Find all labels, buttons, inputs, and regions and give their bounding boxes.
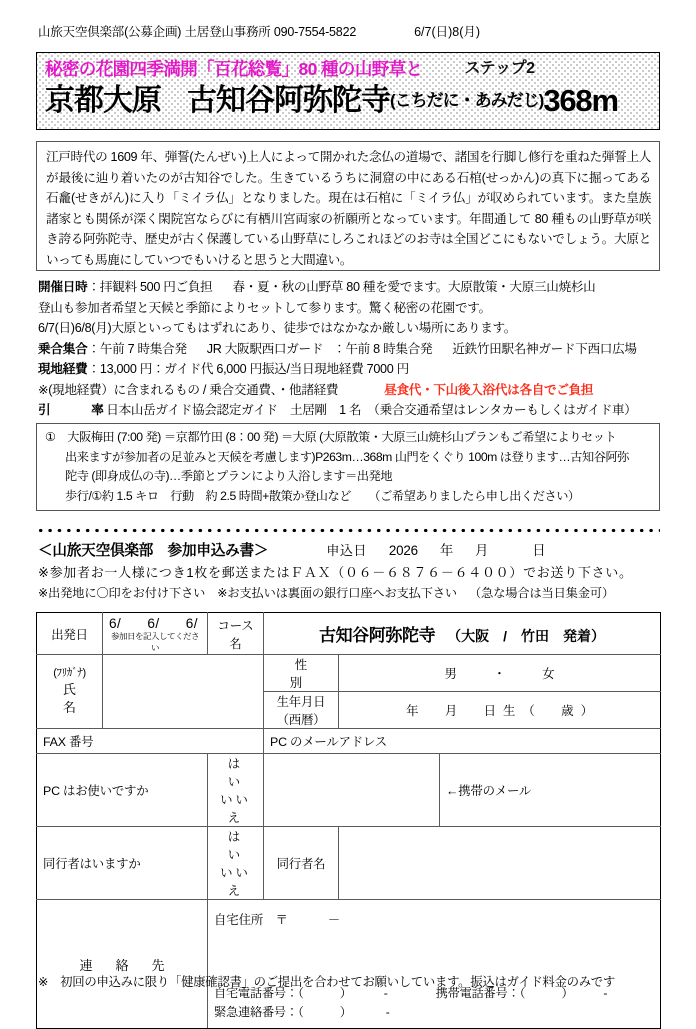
departure-date-slots [109, 614, 201, 631]
schedule-label: 開催日時 [38, 280, 88, 294]
info-line-schedule-1 [38, 277, 668, 298]
pc-question-label: PC はお使いですか [43, 784, 149, 798]
banner-temple-reading: (こちだに・あみだじ) [390, 91, 544, 110]
application-note-2c: （急な場合は当日集金可） [469, 586, 615, 600]
table-row-pc-usage [37, 754, 661, 827]
gender-options-cell[interactable] [339, 655, 661, 692]
mobile-tel-label: 携帯電話番号：（ ） [435, 986, 574, 1000]
banner-step-label: ステップ2 [464, 60, 535, 77]
application-note-2b: ※お支払いは裏面の銀行口座へお支払下さい [217, 586, 458, 600]
gender-label-cell [264, 655, 362, 692]
banner-altitude: 368m [543, 83, 618, 118]
pc-mail-input-cell[interactable] [264, 754, 440, 827]
application-note-2a: ※出発地に〇印をお付け下さい [38, 586, 206, 600]
birthdate-label-cell [264, 692, 339, 729]
meeting-label: 乗合集合 [38, 341, 88, 356]
home-address-label: 自宅住所 〒 [214, 913, 288, 927]
name-input-cell[interactable] [103, 655, 264, 729]
table-row-companion [37, 827, 661, 900]
meeting-time-1: ：午前 7 時集合発 [87, 341, 187, 356]
cost-label: 現地経費 [38, 362, 88, 376]
fax-number-label: FAX 番号 [43, 735, 94, 749]
title-banner [36, 52, 660, 130]
birthdate-input-cell[interactable] [339, 692, 661, 729]
departure-slot-1[interactable]: 6/ [109, 616, 122, 631]
application-date-label: 申込日 [326, 543, 367, 558]
emergency-tel-dash: - [385, 1005, 390, 1019]
application-date-nen: 年 [439, 543, 454, 558]
info-line-leader [38, 400, 668, 421]
mobile-mail-note-cell [440, 754, 661, 827]
birthdate-fields[interactable]: 年 月 日生（ 歳） [406, 704, 600, 718]
description-text: 江戸時代の 1609 年、弾誓(たんぜい)上人によって開かれた念仏の道場で、諸国を行脚し修行を重ねた弾誓上人が最後に辿り着いたのが古知谷でした。生きているうちに洞窟の中にある石棺(せっかん)の真下に掘ってある石龕(せきがん)に入り「ミイラ仏」となりました。現在は石棺に「ミイラ仏」が収められています。また皇族諸家とも関係が深く閑院宮ならびに有栖川宮両家の祈願所となっています。年間通して 80 種もの山野草が咲き誇る阿弥陀寺、歴史が古く保護している山野草にしろこれほどのお寺は全国どこにもないでしょう。大原といっても馬鹿にしていつでもいけると思うと大間違い。 [46, 150, 651, 267]
home-tel-dash: - [383, 986, 388, 1000]
gender-options[interactable]: 男 ・ 女 [444, 667, 567, 681]
course-name-label: コース名 [217, 618, 254, 651]
banner-tagline-row [45, 57, 653, 81]
table-row-contact [37, 900, 661, 1029]
contact-label: 連 絡 先 [79, 957, 170, 973]
meeting-time-2: ：午前 8 時集合発 [333, 341, 433, 356]
course-name-label-cell [208, 613, 264, 655]
departure-slot-3[interactable]: 6/ [185, 616, 199, 631]
emergency-row[interactable] [214, 1003, 654, 1022]
companion-name-label: 同行者名 [276, 857, 326, 871]
companion-name-label-cell [264, 827, 339, 900]
departure-date-input-cell[interactable] [103, 613, 208, 655]
departure-slot-2[interactable]: 6/ [147, 616, 160, 631]
info-line-cost [38, 359, 668, 380]
info-line-schedule-3 [38, 318, 668, 339]
companion-name-input-cell[interactable] [339, 827, 661, 900]
self-pay-note: 昼食代・下山後入浴代は各自でご負担 [384, 382, 594, 397]
companion-question-label: 同行者はいますか [43, 857, 141, 871]
application-title: ＜山旅天空倶楽部 参加申込み書＞ [38, 543, 269, 559]
schedule-line3-text: 6/7(日)6/8(月)大原といってもはずれにあり、徒歩ではなかなか厳しい場所にあります。 [38, 321, 517, 335]
home-address-row[interactable] [214, 906, 654, 928]
leader-value: ：日本山岳ガイド協会認定ガイド 土居剛 1 名 （乗合交通希望はレンタカーもしくはガイド車） [94, 403, 637, 417]
table-row-fax-mail [37, 729, 661, 754]
schedule-fee-text: ：拝観料 500 円ご負担 [87, 280, 213, 294]
name-label-cell [37, 655, 103, 729]
home-tel-label: 自宅電話番号：（ ） [214, 986, 352, 1000]
banner-area: 京都大原 [45, 84, 161, 117]
table-row-furigana-gender [37, 655, 661, 692]
banner-title-row [45, 79, 657, 123]
course-name-value-row [270, 621, 654, 646]
companion-question-cell [37, 827, 208, 900]
application-form-table [36, 612, 661, 1029]
application-header [38, 540, 668, 604]
course-name-value: 古知谷阿弥陀寺 [318, 626, 436, 645]
info-line-meeting [38, 339, 668, 360]
itinerary-line-3: 陀寺 (即身成仏の寺)…季節とプランにより入浴します＝出発地 [65, 469, 393, 484]
schedule-line2-text: 登山も参加者希望と天候と季節によりセットして参ります。驚く秘密の花園です。 [38, 300, 491, 315]
application-title-row [38, 540, 668, 562]
departure-date-label: 出発日 [51, 627, 88, 642]
top-contact-line [38, 25, 660, 39]
footer-note: ※ 初回の申込みに限り「健康確認書」のご提出を合わせてお願いしています。振込はガイド料金のみです [38, 975, 615, 989]
info-line-included [38, 380, 668, 401]
departure-date-label-cell [37, 613, 103, 655]
course-name-value-cell [264, 613, 661, 655]
leader-label: 引 率 [38, 403, 118, 417]
birthdate-label: 生年月日（西暦） [276, 695, 326, 727]
contact-details-cell[interactable] [208, 900, 661, 1029]
table-row-departure [37, 613, 661, 655]
emergency-tel-label: 緊急連絡番号：（ ） [214, 1005, 352, 1019]
pc-mail-label-cell[interactable] [264, 729, 661, 754]
application-date-year: 2026 [388, 543, 418, 558]
event-dates-text: 6/7(日)8(月) [414, 25, 481, 39]
pc-question-cell [37, 754, 208, 827]
cost-value: ：13,000 円：ガイド代 6,000 円振込/当日現地経費 7000 円 [87, 362, 409, 376]
mobile-mail-arrow-note: ←携帯のメール [446, 784, 532, 798]
event-info-block [38, 277, 668, 421]
departure-date-hint: 参加日を記入してください [111, 631, 199, 653]
org-contact-text: 山旅天空倶楽部(公募企画) 土居登山事務所 090-7554-5822 [38, 25, 357, 39]
meeting-place-2: 近鉄竹田駅名神ガード下西口広場 [452, 341, 637, 356]
application-note-2 [38, 583, 668, 604]
gender-label: 性 別 [289, 658, 362, 690]
banner-tagline: 秘密の花園四季満開「百花総覧」80 種の山野草と [45, 59, 423, 79]
application-note-1: ※参加者お一人様につき1枚を郵送またはＦＡＸ（０６－６８７６－６４００）でお送り下さい。 [38, 565, 633, 580]
included-note: ※(現地経費）に含まれるもの / 乗合交通費、・他諸経費 [38, 382, 339, 397]
itinerary-line-2: 出来ますが参加者の足並みと天候を考慮します)P263m…368m 山門をくぐり 100m は登ります…古知谷阿弥 [65, 449, 629, 464]
meeting-place-1: JR 大阪駅西口ガード [206, 341, 324, 356]
furigana-label: (ﾌﾘｶﾞﾅ) [53, 667, 86, 679]
home-address-dash: － [327, 913, 341, 927]
course-name-departure-options: （大阪 / 竹田 発着） [447, 628, 606, 644]
itinerary-box [36, 423, 660, 511]
pc-yesno-cell[interactable] [208, 754, 264, 827]
name-label: 氏 名 [62, 682, 102, 715]
application-date-tsuki: 月 [475, 543, 489, 558]
mobile-tel-dash: - [603, 986, 608, 1000]
companion-yesno-options[interactable]: は い いいえ [220, 830, 259, 898]
dotted-separator [36, 528, 660, 533]
contact-label-cell [37, 900, 208, 1029]
pc-yesno-options[interactable]: は い いいえ [220, 757, 259, 825]
itinerary-line-1: ① 大阪梅田 (7:00 発) ＝京都竹田 (8：00 発) ＝大原 (大原散策・大原三山焼杉山プランもご希望によりセット [45, 430, 617, 444]
banner-temple-name: 古知谷阿弥陀寺 [187, 84, 390, 117]
itinerary-line-4: 歩行/①約 1.5 キロ 行動 約 2.5 時間+散策か登山など （ご希望ありましたら申し出ください） [65, 488, 580, 503]
fax-label-cell[interactable] [37, 729, 264, 754]
companion-yesno-cell[interactable] [208, 827, 264, 900]
info-line-schedule-2 [38, 298, 668, 319]
pc-mail-label: PC のメールアドレス [270, 735, 387, 749]
schedule-detail-text: 春・夏・秋の山野草 80 種を愛でます。大原散策・大原三山焼杉山 [232, 280, 596, 294]
application-date-hi: 日 [532, 543, 546, 558]
description-box [36, 141, 660, 271]
